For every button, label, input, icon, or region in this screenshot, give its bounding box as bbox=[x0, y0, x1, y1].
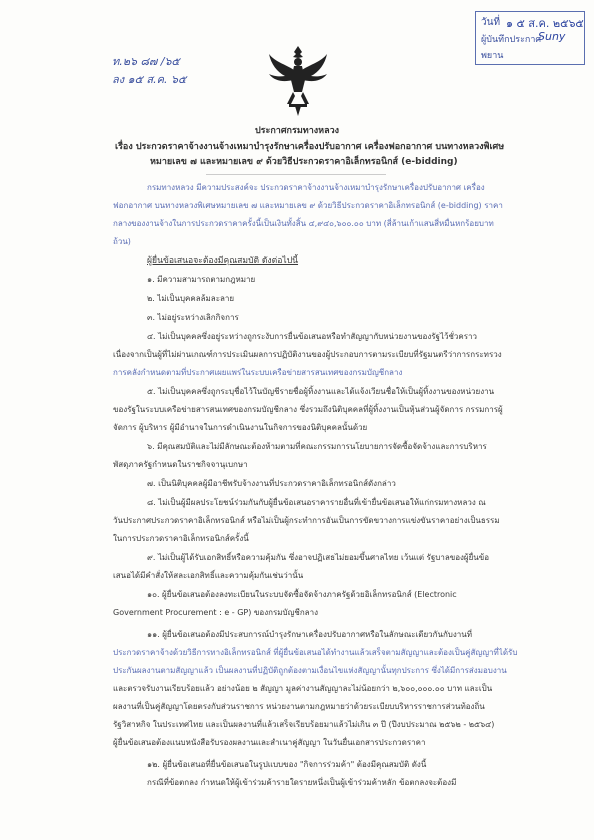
title-divider bbox=[206, 174, 386, 175]
stamp-date-label: วันที่ bbox=[481, 17, 501, 28]
subject-line-1: เรื่อง ประกวดราคาจ้างงานจ้างเหมาบำรุงรักษาเครื่องปรับอากาศ เครื่องฟอกอากาศ บนทางหลวงพิเศษ bbox=[115, 142, 505, 152]
qualifications-heading: ผู้ยื่นข้อเสนอจะต้องมีคุณสมบัติ ดังต่อไปนี้ bbox=[147, 256, 299, 266]
qualification-item: ประกันผลงานตามสัญญาแล้ว เป็นผลงานที่ปฏิบัติถูกต้องตามเงื่อนไขแห่งสัญญานั้นทุกประการ ซึ่งได้มีการส่งมอบงาน bbox=[113, 666, 507, 675]
stamp-witness-label: พยาน bbox=[481, 51, 504, 61]
qualification-item: ในการประกวดราคาอิเล็กทรอนิกส์ครั้งนี้ bbox=[113, 534, 249, 543]
qualification-item: เนื่องจากเป็นผู้ที่ไม่ผ่านเกณฑ์การประเมินผลการปฏิบัติงานของผู้ประกอบการตามระเบียบที่รัฐมนตรีว่าการกระทรวง bbox=[113, 350, 502, 359]
qualification-item: พัสดุภาครัฐกำหนดในราชกิจจานุเบกษา bbox=[113, 460, 248, 469]
garuda-emblem-icon bbox=[267, 42, 329, 118]
qualification-item: ๓. ไม่อยู่ระหว่างเลิกกิจการ bbox=[147, 313, 239, 322]
qualification-item: ๑๑. ผู้ยื่นข้อเสนอต้องมีประสบการณ์บำรุงรักษาเครื่องปรับอากาศหรือในลักษณะเดียวกันกับงานที่ bbox=[147, 630, 473, 639]
qualification-item: วันประกาศประกวดราคาอิเล็กทรอนิกส์ หรือไม่เป็นผู้กระทำการอันเป็นการขัดขวางการแข่งขันราคาอย่างเป็นธรรม bbox=[113, 516, 500, 525]
qualification-item: และตรวจรับงานเรียบร้อยแล้ว อย่างน้อย ๒ สัญญา มูลค่างานสัญญาละไม่น้อยกว่า ๒,๖๐๐,๐๐๐.๐๐ บาท และเป็น bbox=[113, 684, 493, 693]
qualification-item: ๘. ไม่เป็นผู้มีผลประโยชน์ร่วมกันกับผู้ยื่นข้อเสนอราคารายอื่นที่เข้ายื่นข้อเสนอให้แก่กรมทางหลวง ณ bbox=[147, 498, 486, 507]
qualification-item: กรณีที่ข้อตกลง กำหนดให้ผู้เข้าร่วมค้ารายใดรายหนึ่งเป็นผู้เข้าร่วมค้าหลัก ข้อตกลงจะต้องมี bbox=[147, 778, 457, 787]
qualification-item: ๕. ไม่เป็นบุคคลซึ่งถูกระบุชื่อไว้ในบัญชีรายชื่อผู้ทิ้งงานและได้แจ้งเวียนชื่อให้เป็นผู้ทิ้งงานของหน่วยงาน bbox=[147, 387, 495, 396]
qualification-item: ๔. ไม่เป็นบุคคลซึ่งอยู่ระหว่างถูกระงับการยื่นข้อเสนอหรือทำสัญญากับหน่วยงานของรัฐไว้ชั่วคราว bbox=[147, 332, 478, 341]
handwritten-ref-date: ลง ๑๕ ส.ค. ๖๕ bbox=[112, 73, 187, 86]
stamp-signer-label: ผู้บันทึกประกาศ bbox=[481, 35, 542, 45]
qualification-item: ๗. เป็นนิติบุคคลผู้มีอาชีพรับจ้างงานที่ประกวดราคาอิเล็กทรอนิกส์ดังกล่าว bbox=[147, 479, 396, 488]
qualification-item: ๖. มีคุณสมบัติและไม่มีลักษณะต้องห้ามตามที่คณะกรรมการนโยบายการจัดซื้อจัดจ้างและการบริหาร bbox=[147, 442, 487, 451]
qualification-item: ๙. ไม่เป็นผู้ได้รับเอกสิทธิ์หรือความคุ้มกัน ซึ่งอาจปฏิเสธไม่ยอมขึ้นศาลไทย เว้นแต่ รัฐบาลของผู้ยื่นข้อ bbox=[147, 553, 490, 562]
issuer-title: ประกาศกรมทางหลวง bbox=[254, 126, 340, 136]
qualification-item: ผลงานที่เป็นคู่สัญญาโดยตรงกับส่วนราชการ หน่วยงานตามกฎหมายว่าด้วยระเบียบบริหารราชการส่วนท้องถิ่น bbox=[113, 702, 485, 711]
stamp-date-value: ๑ ๕ ส.ค. ๒๕๖๕ bbox=[506, 17, 584, 30]
intro-line-2: ฟอกอากาศ บนทางหลวงพิเศษหมายเลข ๗ และหมายเลข ๙ ด้วยวิธีประกวดราคาอิเล็กทรอนิกส์ (e-bidding) ราคา bbox=[113, 201, 503, 210]
qualification-item: รัฐวิสาหกิจ ในประเทศไทย และเป็นผลงานที่แล้วเสร็จเรียบร้อยมาแล้วไม่เกิน ๓ ปี (ปีงบประมาณ ๒๕๖๒ - ๒๕๖๔) bbox=[113, 720, 495, 729]
qualification-item: จัดการ ผู้บริหาร ผู้มีอำนาจในการดำเนินงานในกิจการของนิติบุคคลนั้นด้วย bbox=[113, 423, 368, 432]
intro-line-4: ถ้วน) bbox=[113, 237, 131, 246]
receipt-stamp bbox=[475, 11, 585, 65]
qualification-item: ๑๒. ผู้ยื่นข้อเสนอที่ยื่นข้อเสนอในรูปแบบของ "กิจการร่วมค้า" ต้องมีคุณสมบัติ ดังนี้ bbox=[147, 760, 427, 769]
qualification-item: ๑๐. ผู้ยื่นข้อเสนอต้องลงทะเบียนในระบบจัดซื้อจัดจ้างภาครัฐด้วยอิเล็กทรอนิกส์ (Electronic bbox=[147, 590, 457, 599]
qualification-item: ๑. มีความสามารถตามกฎหมาย bbox=[147, 275, 256, 284]
qualification-item: ๒. ไม่เป็นบุคคลล้มละลาย bbox=[147, 294, 235, 303]
qualification-item: ของรัฐในระบบเครือข่ายสารสนเทศของกรมบัญชีกลาง ซึ่งรวมถึงนิติบุคคลที่ผู้ทิ้งงานเป็นหุ้นส่วนผู้จัดการ กรรมการผู้ bbox=[113, 405, 503, 414]
qualification-item: การคลังกำหนดตามที่ประกาศเผยแพร่ในระบบเครือข่ายสารสนเทศของกรมบัญชีกลาง bbox=[113, 368, 403, 377]
qualification-item: ประกวดราคาจ้างด้วยวิธีการทางอิเล็กทรอนิกส์ ที่ผู้ยื่นข้อเสนอได้ทำงานแล้วเสร็จตามสัญญาและต้องเป็นคู่สัญญาที่ได้รับ bbox=[113, 648, 518, 657]
qualification-item: ผู้ยื่นข้อเสนอต้องแนบหนังสือรับรองผลงานและสำเนาคู่สัญญา ในวันยื่นเอกสารประกวดราคา bbox=[113, 738, 426, 747]
stamp-signer-value: Suny bbox=[538, 30, 566, 43]
intro-line-1: กรมทางหลวง มีความประสงค์จะ ประกวดราคาจ้างงานจ้างเหมาบำรุงรักษาเครื่องปรับอากาศ เครื่อง bbox=[147, 183, 485, 192]
qualification-item: เสนอได้มีคำสั่งให้สละเอกสิทธิ์และความคุ้มกันเช่นว่านั้น bbox=[113, 571, 304, 580]
subject-line-2: หมายเลข ๗ และหมายเลข ๙ ด้วยวิธีประกวดราคาอิเล็กทรอนิกส์ (e-bidding) bbox=[150, 157, 458, 167]
qualification-item: Government Procurement : e - GP) ของกรมบัญชีกลาง bbox=[113, 608, 318, 617]
intro-line-3: กลางของงานจ้างในการประกวดราคาครั้งนี้เป็นเงินทั้งสิ้น ๔,๙๔๐,๖๐๐.๐๐ บาท (สี่ล้านเก้าแสนสี่หมื่นหกร้อยบาท bbox=[113, 219, 494, 228]
handwritten-ref-number: ท.๒๖ ๘๗ /๖๕ bbox=[112, 55, 180, 68]
